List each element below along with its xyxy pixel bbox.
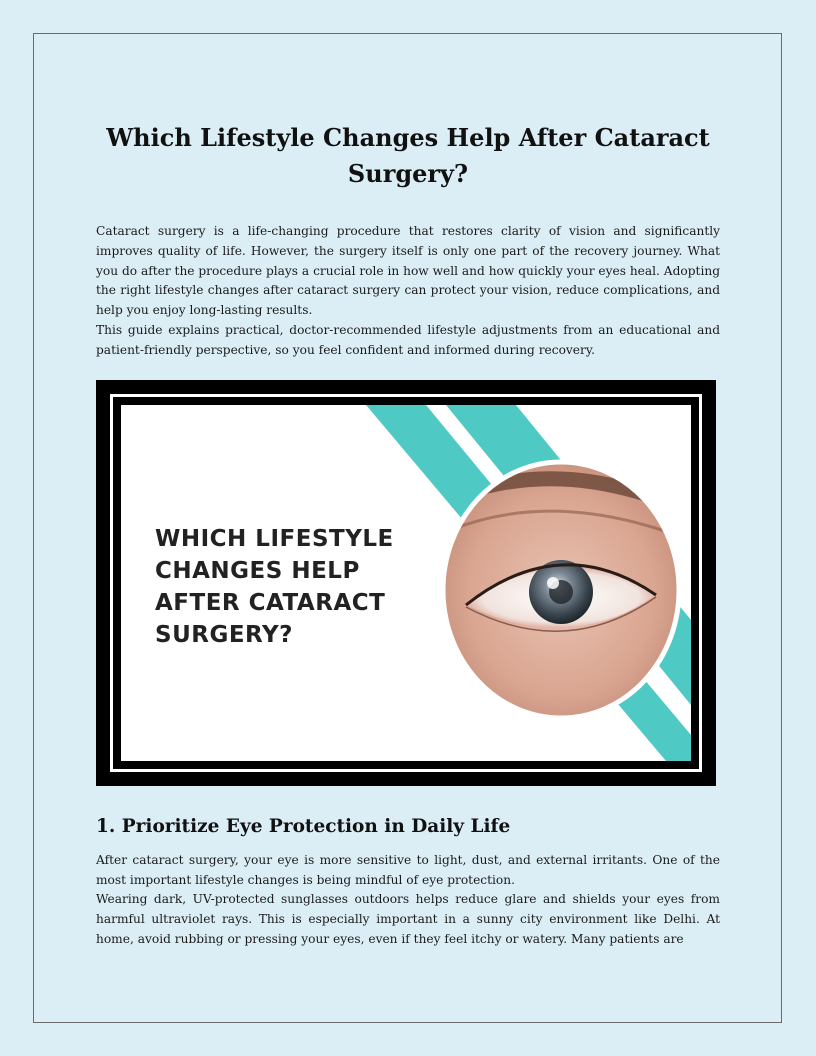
intro-paragraph-1: Cataract surgery is a life-changing procedure that restores clarity of vision and significantly improves quality of life. However, the surgery itself is only one part of the recovery journey. What you do after the procedure plays a crucial role in how well and how quickly your eyes heal. Adopting the right lifestyle changes after cataract surgery can protect your vision, reduce complications, and help you enjoy long-lasting results. — [96, 224, 720, 318]
section-paragraph-2: Wearing dark, UV-protected sunglasses outdoors helps reduce glare and shields your eyes from harmful ultraviolet rays. This is especially important in a sunny city environment like Delhi. At home, avoid rubbing or pressing your eyes, even if they feel itchy or watery. Many patients are — [96, 892, 720, 946]
document-title: Which Lifestyle Changes Help After Cataract Surgery? — [106, 123, 710, 188]
section-heading: 1. Prioritize Eye Protection in Daily Life — [96, 816, 511, 837]
section-paragraph-1: After cataract surgery, your eye is more sensitive to light, dust, and external irritants. One of the most important lifestyle changes is being mindful of eye protection. — [96, 853, 720, 887]
banner-heading: WHICH LIFESTYLE CHANGES HELP AFTER CATARACT SURGERY? — [155, 526, 394, 648]
banner-image — [96, 380, 716, 786]
intro-paragraph-2: This guide explains practical, doctor-recommended lifestyle adjustments from an educational and patient-friendly perspective, so you feel confident and informed during recovery. — [96, 323, 720, 357]
